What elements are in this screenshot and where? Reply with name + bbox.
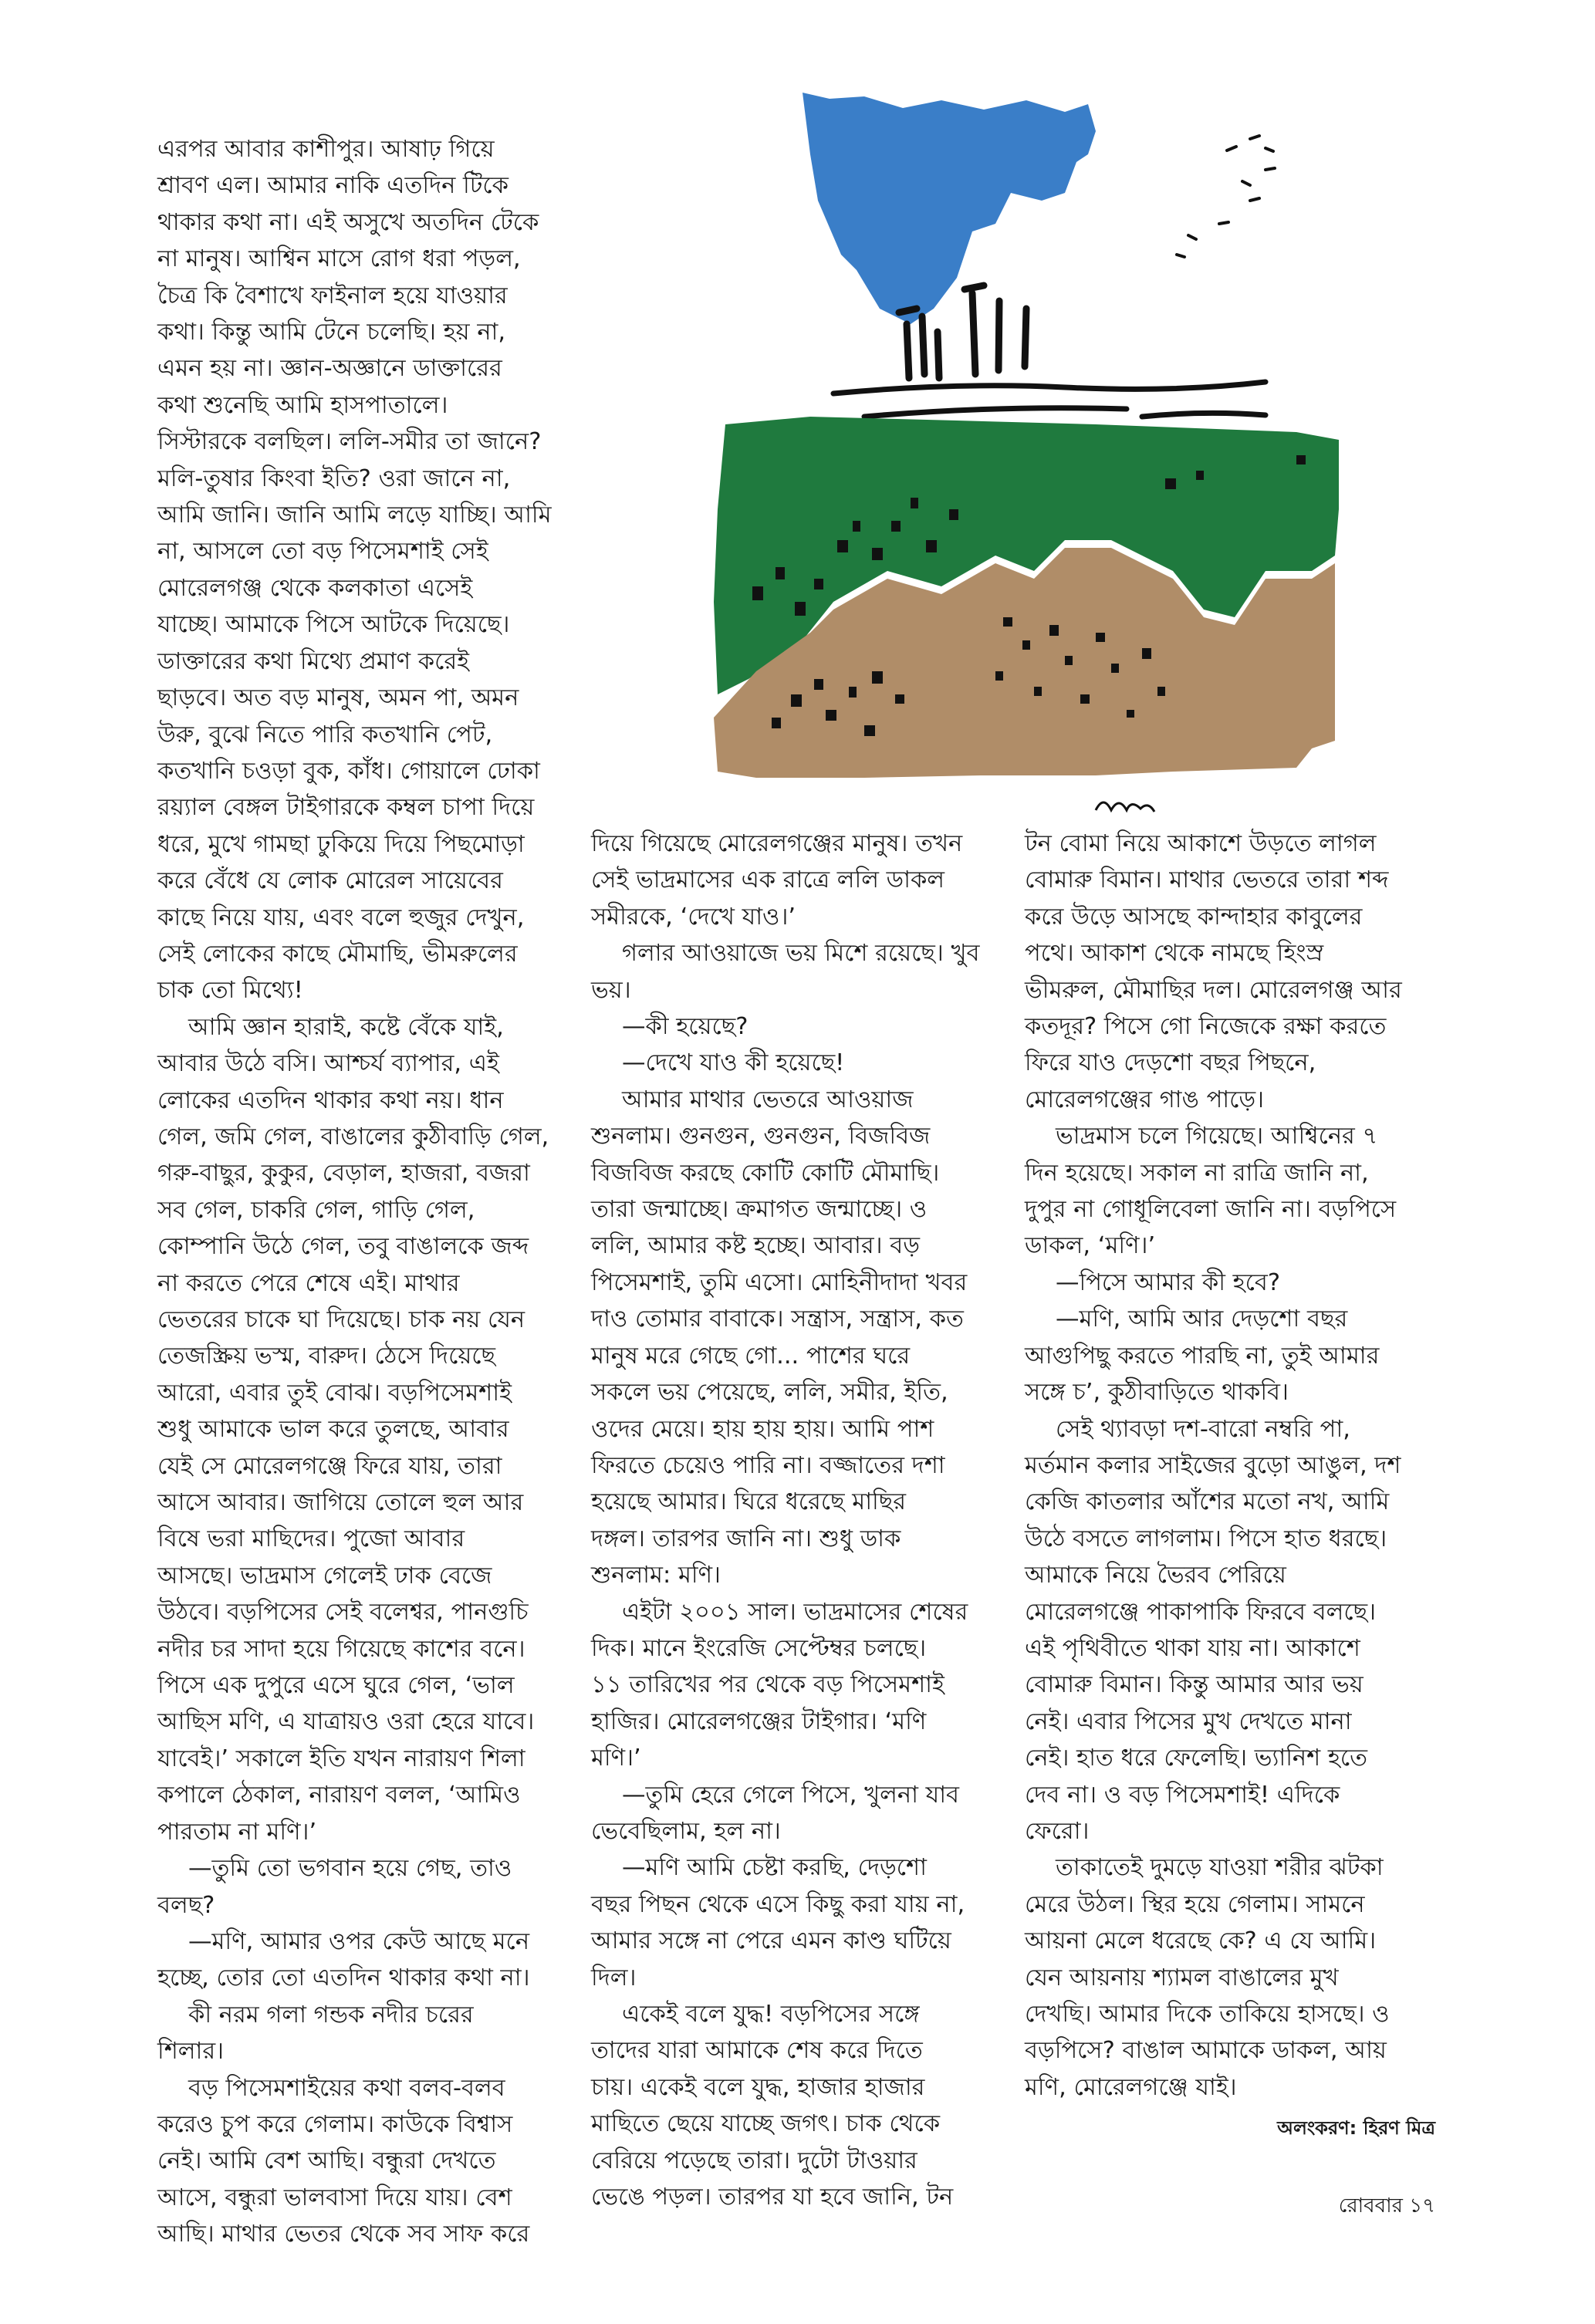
artist-signature bbox=[1096, 802, 1154, 812]
paragraph: —মণি, আমি আর দেড়শো বছর আগুপিছু করতে পারছি না, তুই আমার সঙ্গে চ’, কুঠীবাড়িতে থাকবি। bbox=[1025, 1306, 1380, 1407]
bird-marks bbox=[1177, 136, 1275, 257]
paragraph: দিয়ে গিয়েছে মোরেলগঞ্জের মানুষ। তখন সেই ভাদ্রমাসের এক রাত্রে ললি ডাকল সমীরকে, ‘দেখে যাও।’ bbox=[591, 830, 963, 931]
paragraph: টন বোমা নিয়ে আকাশে উড়তে লাগল বোমারু বিমান। মাথার ভেতরে তারা শব্দ করে উড়ে আসছে কান্দাহার কাবুলের পথে। আকাশ থেকে নামছে হিংস্র ভীমরুল, মৌমাছির দল। মোরেলগঞ্জ আর কতদূর? পিসে গো নিজেকে রক্ষা করতে ফিরে যাও দেড়শো বছর পিছনে, মোরেলগঞ্জের গাঙ পাড়ে। bbox=[1025, 830, 1402, 1113]
text-column-3 bbox=[1025, 826, 1441, 2106]
text-column-2 bbox=[591, 826, 1008, 2215]
paragraph: সেই থ্যাবড়া দশ-বারো নম্বরি পা, মর্তমান কলার সাইজের বুড়ো আঙুল, দশ কেজি কাতলার আঁশের মতো নখ, আমি উঠে বসতে লাগলাম। পিসে হাত ধরছে। আমাকে নিয়ে ভৈরব পেরিয়ে মোরেলগঞ্জে পাকাপাকি ফিরবে বলছে। এই পৃথিবীতে থাকা যায় না। আকাশে বোমারু বিমান। কিন্তু আমার আর ভয় নেই। এবার পিসের মুখ দেখতে মানা নেই। হাত ধরে ফেলেছি। ভ্যানিশ হতে দেব না। ও বড় পিসেমশাই! এদিকে ফেরো। bbox=[1025, 1415, 1401, 1845]
paragraph: এরপর আবার কাশীপুর। আষাঢ় গিয়ে শ্রাবণ এল। আমার নাকি এতদিন টিকে থাকার কথা না। এই অসুখে অতদিন টেকে না মানুষ। আশ্বিন মাসে রোগ ধরা পড়ল, চৈত্র কি বৈশাখে ফাইনাল হয়ে যাওয়ার কথা। কিন্তু আমি টেনে চলেছি। হয় না, এমন হয় না। জ্ঞান-অজ্ঞানে ডাক্তারের কথা শুনেছি আমি হাসপাতালে। সিস্টারকে বলছিল। ললি-সমীর তা জানে? মলি-তুষার কিংবা ইতি? ওরা জানে না, আমি জানি। জানি আমি লড়ে যাচ্ছি। আমি না, আসলে তো বড় পিসেমশাই সেই মোরেলগঞ্জ থেকে কলকাতা এসেই যাচ্ছে। আমাকে পিসে আটকে দিয়েছে। ডাক্তারের কথা মিথ্যে প্রমাণ করেই ছাড়বে। অত বড় মানুষ, অমন পা, অমন উরু, বুঝে নিতে পারি কতখানি পেট, কতখানি চওড়া বুক, কাঁধ। গোয়ালে ঢোকা রয়্যাল বেঙ্গল টাইগারকে কম্বল চাপা দিয়ে ধরে, মুখে গামছা ঢুকিয়ে দিয়ে পিছমোড়া করে বেঁধে যে লোক মোরেল সায়েবের কাছে নিয়ে যায়, এবং বলে হুজুর দেখুন, সেই লোকের কাছে মৌমাছি, ভীমরুলের চাক তো মিথ্যে! bbox=[157, 136, 552, 1005]
paragraph: আমি জ্ঞান হারাই, কষ্টে বেঁকে যাই, আবার উঠে বসি। আশ্চর্য ব্যাপার, এই লোকের এতদিন থাকার কথা নয়। ধান গেল, জমি গেল, বাঙালের কুঠীবাড়ি গেল, গরু-বাছুর, কুকুর, বেড়াল, হাজরা, বজরা সব গেল, চাকরি গেল, গাড়ি গেল, কোম্পানি উঠে গেল, তবু বাঙালকে জব্দ না করতে পেরে শেষে এই। মাথার ভেতরের চাকে ঘা দিয়েছে। চাক নয় যেন তেজস্ক্রিয় ভস্ম, বারুদ। ঠেসে দিয়েছে আরো, এবার তুই বোঝ। বড়পিসেমশাই শুধু আমাকে ভাল করে তুলছে, আবার যেই সে মোরেলগঞ্জে ফিরে যায়, তারা আসে আবার। জাগিয়ে তোলে হুল আর বিষে ভরা মাছিদের। পুজো আবার আসছে। ভাদ্রমাস গেলেই ঢাক বেজে উঠবে। বড়পিসের সেই বলেশ্বর, পানগুচি নদীর চর সাদা হয়ে গিয়েছে কাশের বনে। পিসে এক দুপুরে এসে ঘুরে গেল, ‘ভাল আছিস মণি, এ যাত্রায়ও ওরা হেরে যাবে। যাবেই।’ সকালে ইতি যখন নারায়ণ শিলা কপালে ঠেকাল, নারায়ণ বলল, ‘আমিও পারতাম না মণি।’ bbox=[157, 1013, 549, 1846]
paragraph: —তুমি হেরে গেলে পিসে, খুলনা যাব ভেবেছিলাম, হল না। bbox=[591, 1781, 960, 1845]
paragraph: —মণি আমি চেষ্টা করছি, দেড়শো বছর পিছন থেকে এসে কিছু করা যায় না, আমার সঙ্গে না পেরে এমন কাণ্ড ঘটিয়ে দিল। bbox=[591, 1854, 965, 1991]
paragraph: গলার আওয়াজে ভয় মিশে রয়েছে। খুব ভয়। bbox=[591, 940, 980, 1004]
blue-paper-shape bbox=[803, 93, 1096, 324]
paragraph: ভাদ্রমাস চলে গিয়েছে। আশ্বিনের ৭ দিন হয়েছে। সকাল না রাত্রি জানি না, দুপুর না গোধূলিবেলা জানি না। বড়পিসে ডাকল, ‘মণি।’ bbox=[1025, 1123, 1397, 1260]
paragraph: —পিসে আমার কী হবে? bbox=[1056, 1268, 1281, 1296]
page-number: ১৭ bbox=[1409, 2194, 1435, 2218]
paragraph: —দেখে যাও কী হয়েছে! bbox=[622, 1049, 845, 1077]
magazine-name: রোববার bbox=[1338, 2194, 1403, 2218]
paragraph: এইটা ২০০১ সাল। ভাদ্রমাসের শেষের দিক। মানে ইংরেজি সেপ্টেম্বর চলছে। ১১ তারিখের পর থেকে বড় পিসেমশাই হাজির। মোরেলগঞ্জের টাইগার। ‘মণি মণি।’ bbox=[591, 1598, 968, 1772]
paragraph: বড় পিসেমশাইয়ের কথা বলব-বলব করেও চুপ করে গেলাম। কাউকে বিশ্বাস নেই। আমি বেশ আছি। বন্ধুরা দেখতে আসে, বন্ধুরা ভালবাসা দিয়ে যায়। বেশ আছি। মাথার ভেতর থেকে সব সাফ করে bbox=[157, 2074, 530, 2248]
paragraph: —কী হয়েছে? bbox=[622, 1013, 749, 1041]
illustration-credit: অলংকরণ: হিরণ মিত্র bbox=[1277, 2117, 1435, 2139]
paragraph: একেই বলে যুদ্ধ! বড়পিসের সঙ্গে তাদের যারা আমাকে শেষ করে দিতে চায়। একেই বলে যুদ্ধ, হাজার হাজার মাছিতে ছেয়ে যাচ্ছে জগৎ। চাক থেকে বেরিয়ে পড়েছে তারা। দুটো টাওয়ার ভেঙে পড়ল। তারপর যা হবে জানি, টন bbox=[591, 2001, 954, 2211]
illustration bbox=[633, 77, 1420, 818]
paragraph: কী নরম গলা গন্ডক নদীর চরের শিলার। bbox=[157, 2001, 474, 2066]
page-footer bbox=[1157, 2190, 1435, 2224]
text-column-1 bbox=[157, 131, 580, 2253]
paragraph: —তুমি তো ভগবান হয়ে গেছ, তাও বলছ? bbox=[157, 1855, 512, 1919]
paragraph: আমার মাথার ভেতরে আওয়াজ শুনলাম। গুনগুন, গুনগুন, বিজবিজ বিজবিজ করছে কোটি কোটি মৌমাছি। তারা জন্মাচ্ছে। ক্রমাগত জন্মাচ্ছে। ও ললি, আমার কষ্ট হচ্ছে। আবার। বড় পিসেমশাই, তুমি এসো। মোহিনীদাদা খবর দাও তোমার বাবাকে। সন্ত্রাস, সন্ত্রাস, কত মানুষ মরে গেছে গো... পাশের ঘরে সকলে ভয় পেয়েছে, ললি, সমীর, ইতি, ওদের মেয়ে। হায় হায় হায়। আমি পাশ ফিরতে চেয়েও পারি না। বজ্জাতের দশা হয়েছে আমার। ঘিরে ধরেছে মাছির দঙ্গল। তারপর জানি না। শুধু ডাক শুনলাম: মণি। bbox=[591, 1086, 968, 1589]
paragraph: —মণি, আমার ওপর কেউ আছে মনে হচ্ছে, তোর তো এতদিন থাকার কথা না। bbox=[157, 1927, 530, 1992]
paragraph: তাকাতেই দুমড়ে যাওয়া শরীর ঝটকা মেরে উঠল। স্থির হয়ে গেলাম। সামনে আয়না মেলে ধরেছে কে? এ যে আমি। যেন আয়নায় শ্যামল বাঙালের মুখ দেখছি। আমার দিকে তাকিয়ে হাসছে। ও বড়পিসে? বাঙাল আমাকে ডাকল, আয় মণি, মোরেলগঞ্জে যাই। bbox=[1025, 1854, 1390, 2101]
